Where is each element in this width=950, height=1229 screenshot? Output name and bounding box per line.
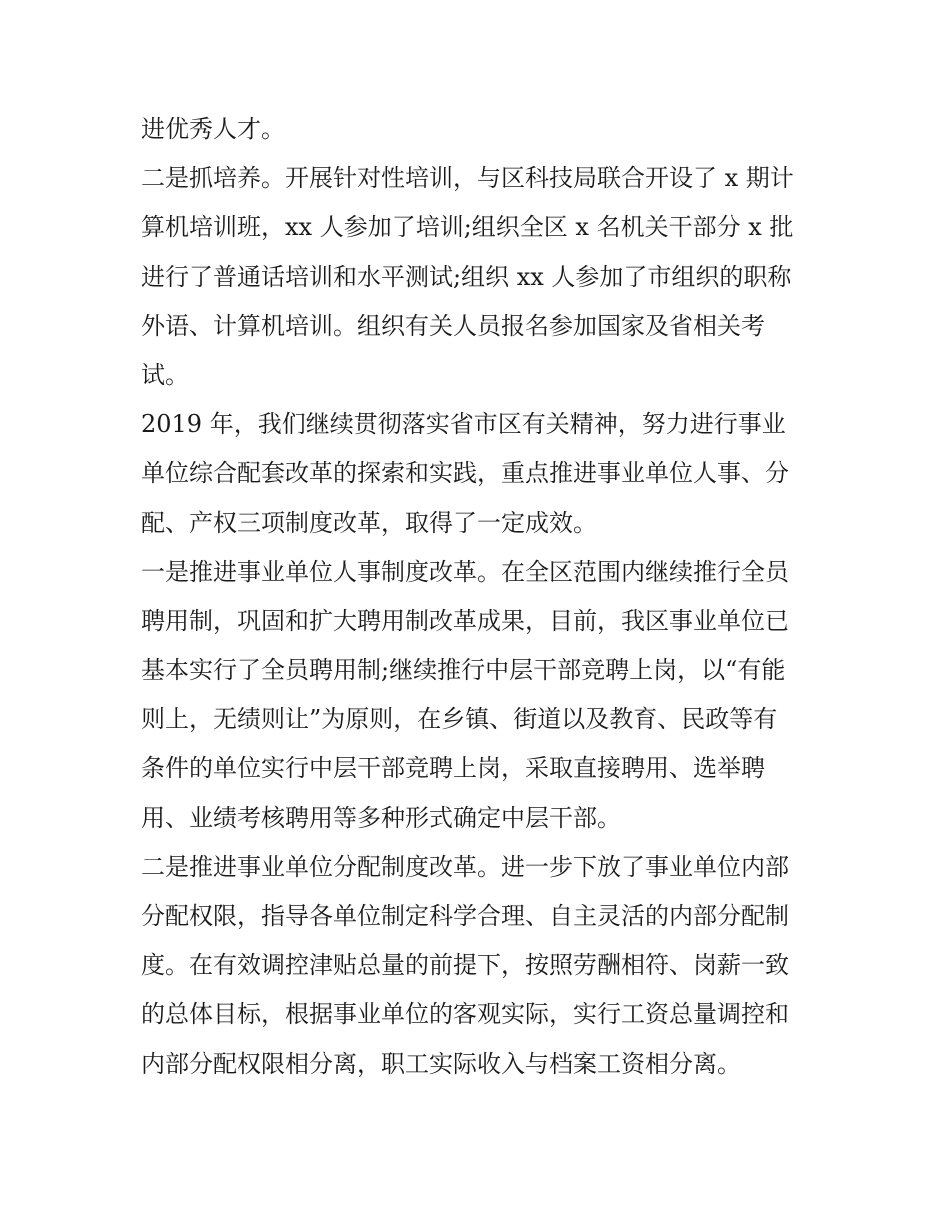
text-line: 2019 年，我们继续贯彻落实省市区有关精神，努力进行事业 [141,410,786,439]
text-line: 用、业绩考核聘用等多种形式确定中层干部。 [141,803,621,832]
paragraph-distribution-reform [141,843,821,1089]
document-body [141,105,821,1089]
paragraph-personnel-reform [141,548,821,843]
text-line: 试。 [141,360,189,389]
text-line: 算机培训班，xx 人参加了培训;组织全区 x 名机关干部分 x 批 [141,213,794,242]
text-line: 进优秀人才。 [141,115,285,143]
text-line: 二是推进事业单位分配制度改革。进一步下放了事业单位内部 [141,852,789,881]
text-line: 条件的单位实行中层干部竞聘上岗，采取直接聘用、选举聘 [141,754,765,783]
text-line: 内部分配权限相分离，职工实际收入与档案工资相分离。 [141,1049,741,1078]
text-line: 聘用制，巩固和扩大聘用制改革成果，目前，我区事业单位已 [141,606,789,635]
paragraph-training [141,154,821,400]
paragraph-2019-reform [141,400,821,548]
text-line: 基本实行了全员聘用制;继续推行中层干部竞聘上岗，以“有能 [141,656,786,685]
text-line: 单位综合配套改革的探索和实践，重点推进事业单位人事、分 [141,459,789,488]
text-line: 分配权限，指导各单位制定科学合理、自主灵活的内部分配制 [141,902,789,930]
paragraph-talent-intro [141,105,821,154]
text-line: 则上，无绩则让”为原则，在乡镇、街道以及教育、民政等有 [141,705,778,734]
text-line: 二是抓培养。开展针对性培训，与区科技局联合开设了 x 期计 [141,164,794,193]
text-line: 进行了普通话培训和水平测试;组织 xx 人参加了市组织的职称 [141,262,792,291]
text-line: 度。在有效调控津贴总量的前提下，按照劳酬相符、岗薪一致 [141,951,789,980]
text-line: 外语、计算机培训。组织有关人员报名参加国家及省相关考 [141,311,765,340]
text-line: 一是推进事业单位人事制度改革。在全区范围内继续推行全员 [141,557,789,586]
text-line: 配、产权三项制度改革，取得了一定成效。 [141,508,597,537]
text-line: 的总体目标，根据事业单位的客观实际，实行工资总量调控和 [141,1000,789,1029]
